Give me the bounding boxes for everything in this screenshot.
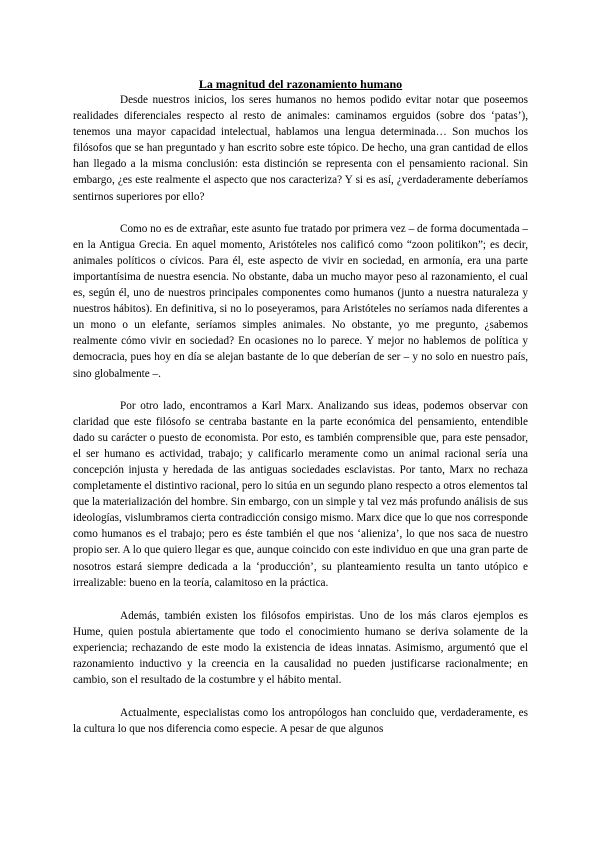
paragraph-spacer [73,205,528,221]
paragraph-5: Actualmente, especialistas como los antropólogos han concluido que, verdaderamente, es la cultura lo que nos diferencia como especie. A pesar de que algunos [73,707,528,736]
paragraph-4: Además, también existen los filósofos empiristas. Uno de los más claros ejemplos es Hume, quien postula abiertamente que todo el conocimiento humano se deriva solamente de la experiencia; rechazando de este modo la existencia de ideas innatas. Asimismo, argumentó que el razonamiento inductivo y la creencia en la causalidad no pueden justificarse racionalmente; en cambio, son el resultado de la costumbre y el hábito mental. [73,609,528,687]
paragraph-spacer [73,688,528,705]
document-title: La magnitud del razonamiento humano [198,77,403,91]
paragraph-spacer [73,382,528,398]
paragraph-1: Desde nuestros inicios, los seres humanos no hemos podido evitar notar que poseemos realidades diferenciales respecto al resto de animales: caminamos erguidos (sobre dos ‘patas’), tenemos una mayor capacidad intelectual, hablamos una lengua determinada… Son muchos los filósofos que se han preguntado y han escrito sobre este tópico. De hecho, una gran cantidad de ellos han llegado a la misma conclusión: esta distinción se representa con el pensamiento racional. Sin embargo, ¿es este realmente el aspecto que nos caracteriza? Y si es así, ¿verdaderamente deberíamos sentirnos superiores por ello? [73,94,528,203]
paragraph-2: Como no es de extrañar, este asunto fue tratado por primera vez – de forma documentada – en la Antigua Grecia. En aquel momento, Aristóteles nos calificó como “zoon politikon”; es decir, animales políticos o cívicos. Para él, este aspecto de vivir en sociedad, en armonía, era una parte importantísima de nuestra esencia. No obstante, daba un mucho mayor peso al razonamiento, el cual es, según él, uno de nuestros principales componentes como humanos (junto a nuestra naturaleza y nuestros hábitos). En definitiva, si no lo poseyeramos, para Aristóteles no seríamos nada diferentes a un mono o un elefante, seríamos simples animales. No obstante, yo me pregunto, ¿sabemos realmente cómo vivir en sociedad? En ocasiones no lo parece. Y mejor no hablemos de política y democracia, pues hoy en día se alejan bastante de lo que deberían de ser – y no solo en nuestro país, sino globalmente –. [73,222,528,380]
paragraph-spacer [73,591,528,608]
paragraph-3: Por otro lado, encontramos a Karl Marx. Analizando sus ideas, podemos observar con claridad que este filósofo se centraba bastante en la parte económica del pensamiento, entendible dado su carácter o puesto de economista. Por esto, es también comprensible que, para este pensador, el ser humano es actividad, trabajo; y calificarlo meramente como un animal racional sería una concepción injusta y heredada de las antiguas sociedades esclavistas. Por tanto, Marx no rechaza completamente el distintivo racional, pero lo sitúa en un segundo plano respecto a otros elementos tal que la materialización del hombre. Sin embargo, con un simple y tal vez más profundo análisis de sus ideologías, vislumbramos cierta contradicción consigo mismo. Marx dice que lo que nos corresponde como humanos es el trabajo; pero es éste también el que nos ‘alieniza’, lo que nos saca de nuestro propio ser. A lo que quiero llegar es que, aunque coincido con este individuo en que una gran parte de nosotros estará siempre dedicada a la ‘producción’, su planteamiento resulta un tanto utópico e irrealizable: bueno en la teoría, calamitoso en la práctica. [73,399,528,589]
